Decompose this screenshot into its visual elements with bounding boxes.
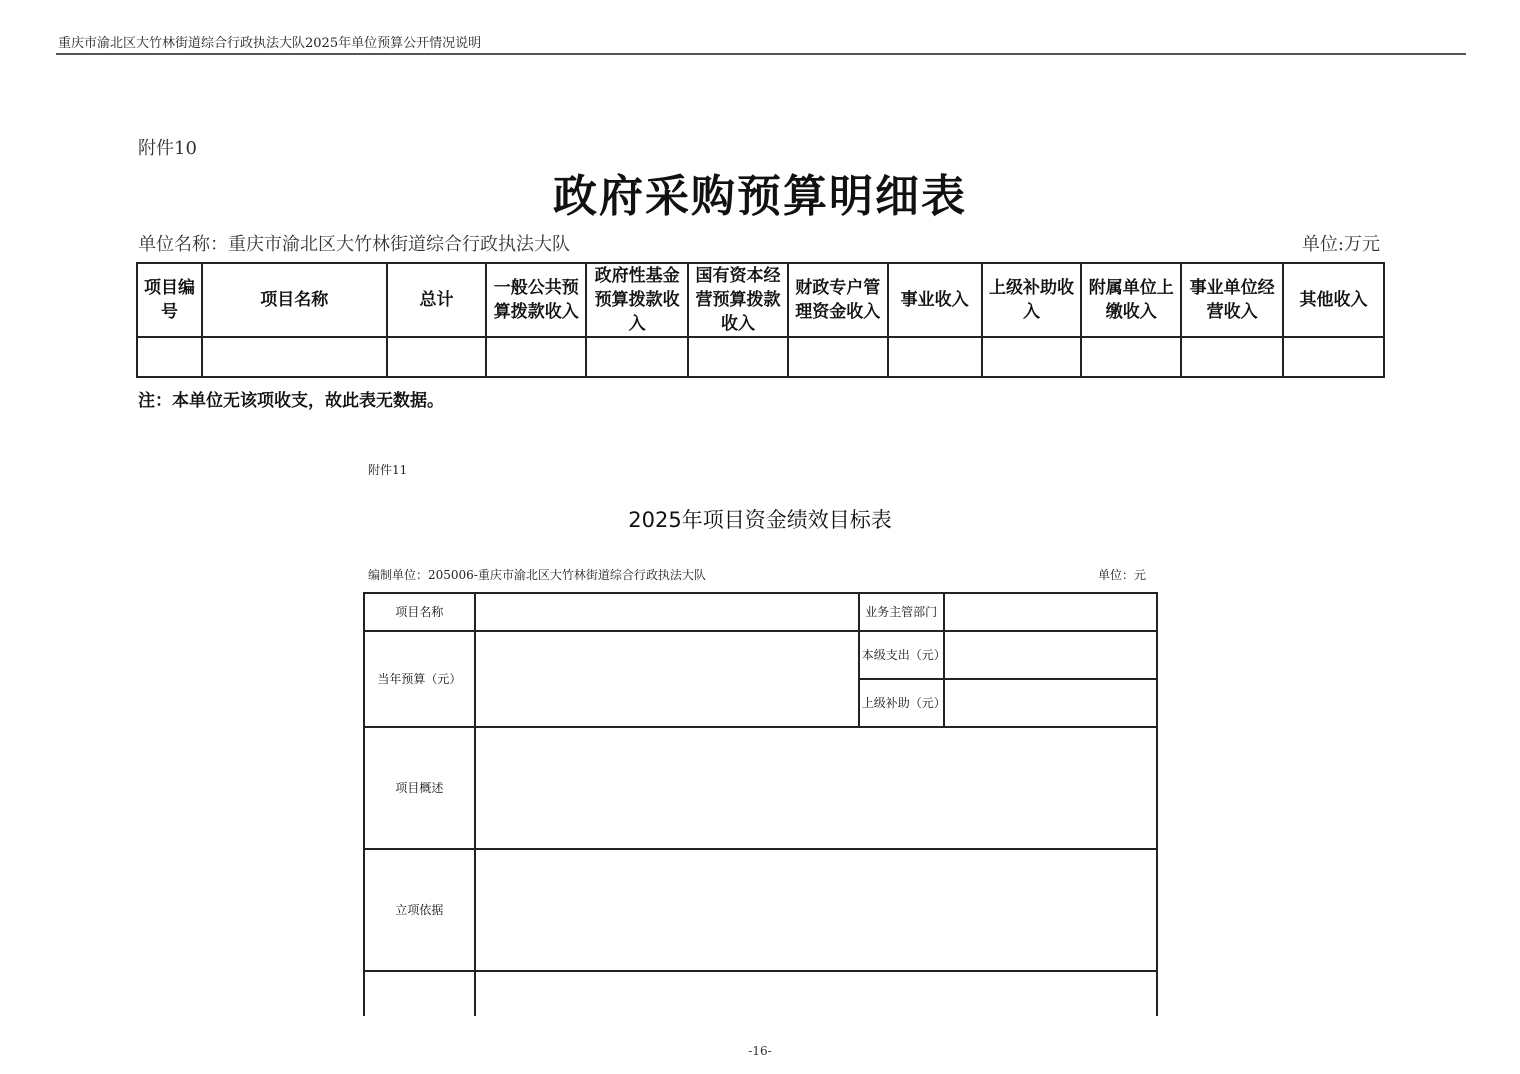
table-cell (944, 631, 1157, 679)
column-header: 事业单位经营收入 (1181, 263, 1283, 337)
table-cell (475, 849, 1157, 971)
performance-target-table (363, 592, 1158, 1016)
table-row (364, 971, 1157, 1016)
column-header: 上级补助收入 (982, 263, 1082, 337)
table-cell (475, 727, 1157, 849)
page-number: -16- (748, 1044, 772, 1058)
table-cell (586, 337, 688, 377)
row-label-superior-subsidy: 上级补助（元） (859, 679, 944, 727)
header-divider (56, 53, 1466, 55)
table-cell (1081, 337, 1181, 377)
table-cell (475, 631, 859, 727)
row-label-basis: 立项依据 (364, 849, 475, 971)
column-header: 财政专户管理资金收入 (788, 263, 888, 337)
row-label-department: 业务主管部门 (859, 593, 944, 631)
table-cell (788, 337, 888, 377)
table-cell (137, 337, 202, 377)
procurement-table-title: 政府采购预算明细表 (553, 171, 967, 222)
column-header: 事业收入 (888, 263, 982, 337)
table-row (364, 849, 1157, 971)
table-cell (944, 679, 1157, 727)
procurement-budget-table (136, 262, 1385, 378)
column-header: 附属单位上缴收入 (1081, 263, 1181, 337)
page-header: 重庆市渝北区大竹林街道综合行政执法大队2025年单位预算公开情况说明 (58, 36, 482, 51)
table-row (364, 631, 1157, 679)
unit-name: 单位名称：重庆市渝北区大竹林街道综合行政执法大队 (138, 234, 570, 255)
table-cell (1181, 337, 1283, 377)
column-header: 一般公共预算拨款收入 (486, 263, 586, 337)
table-cell (944, 593, 1157, 631)
column-header: 项目名称 (202, 263, 387, 337)
performance-table-title: 2025年项目资金绩效目标表 (628, 508, 892, 532)
column-header: 项目编号 (137, 263, 202, 337)
currency-unit: 单位:万元 (1301, 234, 1380, 255)
table-cell (1283, 337, 1384, 377)
table-cell (387, 337, 487, 377)
column-header: 其他收入 (1283, 263, 1384, 337)
table-row (137, 337, 1384, 377)
table-cell (888, 337, 982, 377)
attachment-11-label: 附件11 (368, 463, 408, 477)
row-label-annual-budget: 当年预算（元） (364, 631, 475, 727)
row-label-overview: 项目概述 (364, 727, 475, 849)
table-cell (202, 337, 387, 377)
table-cell (364, 971, 475, 1016)
currency-unit-yuan: 单位：元 (1098, 568, 1147, 582)
table-cell (688, 337, 788, 377)
table-cell (475, 971, 1157, 1016)
column-header: 国有资本经营预算拨款收入 (688, 263, 788, 337)
table-row (364, 727, 1157, 849)
table-note: 注：本单位无该项收支，故此表无数据。 (138, 391, 444, 411)
row-label-project-name: 项目名称 (364, 593, 475, 631)
column-header: 政府性基金预算拨款收入 (586, 263, 688, 337)
row-label-level-expense: 本级支出（元） (859, 631, 944, 679)
column-header: 总计 (387, 263, 487, 337)
table-header-row (137, 263, 1384, 337)
compiling-unit: 编制单位：205006-重庆市渝北区大竹林街道综合行政执法大队 (368, 568, 706, 582)
table-cell (486, 337, 586, 377)
table-row (364, 593, 1157, 631)
attachment-10-label: 附件10 (138, 138, 197, 159)
table-cell (982, 337, 1082, 377)
table-cell (475, 593, 859, 631)
